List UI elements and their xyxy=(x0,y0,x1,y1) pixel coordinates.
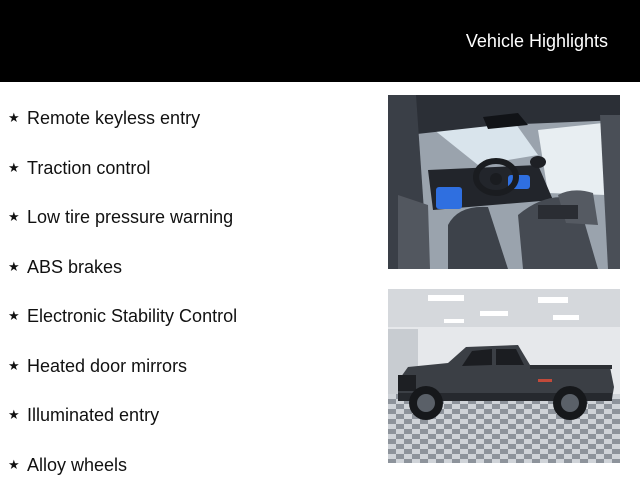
feature-item xyxy=(8,94,237,144)
feature-label: Low tire pressure warning xyxy=(27,207,233,228)
feature-label: Alloy wheels xyxy=(27,455,127,476)
feature-item xyxy=(8,144,237,194)
star-icon: ★ xyxy=(8,309,27,324)
star-icon: ★ xyxy=(8,359,27,374)
feature-item xyxy=(8,441,237,490)
feature-label: Electronic Stability Control xyxy=(27,306,237,327)
feature-label: ABS brakes xyxy=(27,257,122,278)
feature-label: Traction control xyxy=(27,158,150,179)
feature-item xyxy=(8,193,237,243)
interior-photo xyxy=(388,95,620,269)
feature-item xyxy=(8,243,237,293)
feature-label: Illuminated entry xyxy=(27,405,159,426)
feature-item xyxy=(8,342,237,392)
star-icon: ★ xyxy=(8,111,27,126)
star-icon: ★ xyxy=(8,260,27,275)
feature-item xyxy=(8,292,237,342)
star-icon: ★ xyxy=(8,458,27,473)
feature-label: Remote keyless entry xyxy=(27,108,200,129)
feature-item xyxy=(8,391,237,441)
feature-list xyxy=(8,94,237,490)
exterior-photo xyxy=(388,289,620,463)
header-bar xyxy=(0,0,640,82)
feature-label: Heated door mirrors xyxy=(27,356,187,377)
star-icon: ★ xyxy=(8,210,27,225)
star-icon: ★ xyxy=(8,161,27,176)
page-title: Vehicle Highlights xyxy=(466,31,608,51)
star-icon: ★ xyxy=(8,408,27,423)
